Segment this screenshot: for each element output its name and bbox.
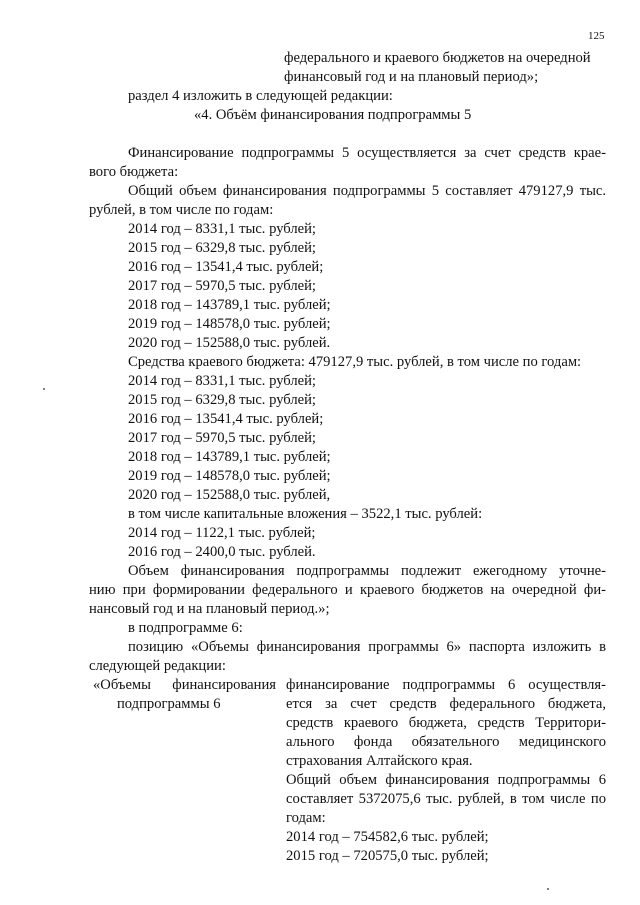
- paragraph-line: Финансирование подпрограммы 5 осуществляется за счет средств крае-: [128, 145, 606, 161]
- year-line: 2016 год – 13541,4 тыс. рублей;: [128, 411, 324, 427]
- paragraph-line: Объем финансирования подпрограммы подлежит ежегодному уточне-: [128, 563, 606, 579]
- intro-line: федерального и краевого бюджетов на очередной: [284, 50, 591, 66]
- paragraph-line: рублей, в том числе по годам:: [89, 202, 274, 218]
- table-right-cell-line: составляет 5372075,6 тыс. рублей, в том числе по: [286, 791, 606, 807]
- year-line: 2016 год – 2400,0 тыс. рублей.: [128, 544, 316, 560]
- year-line: 2020 год – 152588,0 тыс. рублей.: [128, 335, 331, 351]
- year-line: 2017 год – 5970,5 тыс. рублей;: [128, 278, 316, 294]
- regional-heading: Средства краевого бюджета: 479127,9 тыс. рублей, в том числе по годам:: [128, 354, 582, 370]
- scan-speck: [43, 388, 45, 390]
- table-right-cell-line: годам:: [286, 810, 326, 826]
- year-line: 2016 год – 13541,4 тыс. рублей;: [128, 259, 324, 275]
- section-title: «4. Объём финансирования подпрограммы 5: [194, 107, 472, 123]
- table-right-cell-line: Общий объем финансирования подпрограммы 6: [286, 772, 606, 788]
- year-line: 2014 год – 8331,1 тыс. рублей;: [128, 221, 316, 237]
- year-line: 2015 год – 6329,8 тыс. рублей;: [128, 240, 316, 256]
- year-line: 2018 год – 143789,1 тыс. рублей;: [128, 449, 331, 465]
- subprogram-line: в подпрограмме 6:: [128, 620, 243, 636]
- table-right-cell-line: страхования Алтайского края.: [286, 753, 473, 769]
- year-line: 2017 год – 5970,5 тыс. рублей;: [128, 430, 316, 446]
- year-line: 2014 год – 1122,1 тыс. рублей;: [128, 525, 316, 541]
- paragraph-line: вого бюджета:: [89, 164, 179, 180]
- intro-line: финансовый год и на плановый период»;: [284, 69, 539, 85]
- year-line: 2015 год – 6329,8 тыс. рублей;: [128, 392, 316, 408]
- table-right-cell-line: ального фонда обязательного медицинского: [286, 734, 606, 750]
- paragraph-line: следующей редакции:: [89, 658, 226, 674]
- table-right-cell-line: средств краевого бюджета, средств Территори-: [286, 715, 606, 731]
- year-line: 2014 год – 8331,1 тыс. рублей;: [128, 373, 316, 389]
- table-right-cell-line: ется за счет средств федерального бюджета,: [286, 696, 606, 712]
- year-line: 2019 год – 148578,0 тыс. рублей;: [128, 316, 331, 332]
- paragraph-line: нансовый год и на плановый период.»;: [89, 601, 330, 617]
- page-number: 125: [588, 30, 605, 42]
- table-left-cell-line: подпрограммы 6: [117, 696, 221, 712]
- year-line: 2019 год – 148578,0 тыс. рублей;: [128, 468, 331, 484]
- year-line: 2020 год – 152588,0 тыс. рублей,: [128, 487, 331, 503]
- intro-line: раздел 4 изложить в следующей редакции:: [128, 88, 393, 104]
- paragraph-line: Общий объем финансирования подпрограммы 5 составляет 479127,9 тыс.: [128, 183, 606, 199]
- table-right-cell-line: 2014 год – 754582,6 тыс. рублей;: [286, 829, 489, 845]
- year-line: 2018 год – 143789,1 тыс. рублей;: [128, 297, 331, 313]
- table-right-cell-line: финансирование подпрограммы 6 осуществля-: [286, 677, 606, 693]
- paragraph-line: нию при формировании федерального и краевого бюджетов на очередной фи-: [89, 582, 606, 598]
- table-right-cell-line: 2015 год – 720575,0 тыс. рублей;: [286, 848, 489, 864]
- paragraph-line: позицию «Объемы финансирования программы 6» паспорта изложить в: [128, 639, 606, 655]
- capital-heading: в том числе капитальные вложения – 3522,1 тыс. рублей:: [128, 506, 483, 522]
- table-left-cell-line: «Объемы финансирования: [93, 677, 276, 693]
- scan-speck: [547, 888, 549, 890]
